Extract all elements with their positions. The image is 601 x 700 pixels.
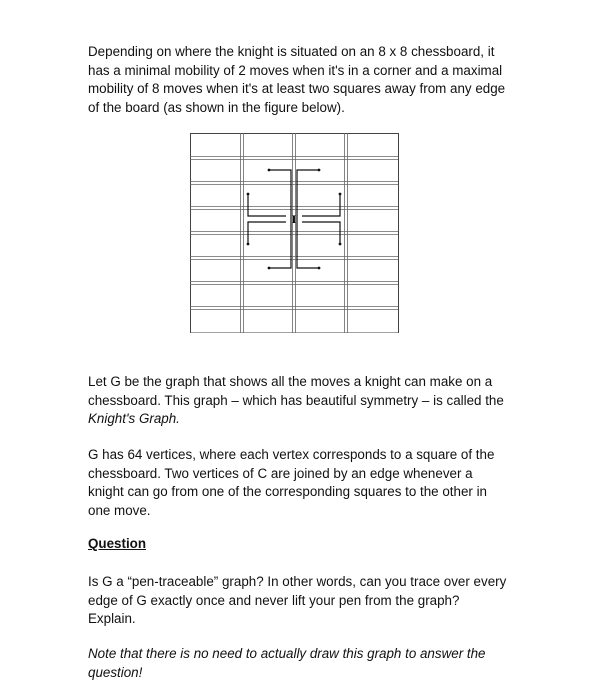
knight-move-path bbox=[297, 219, 319, 268]
intro-paragraph bbox=[88, 43, 516, 117]
knight-move-path bbox=[248, 222, 286, 244]
intro-line: Depending on where the knight is situated on an 8 x 8 chessboard, it bbox=[88, 44, 495, 59]
knight-move-path bbox=[269, 219, 291, 268]
knight-move-path bbox=[248, 194, 286, 216]
knight-moves-figure bbox=[190, 133, 399, 333]
move-endpoint bbox=[268, 267, 271, 270]
move-endpoint bbox=[268, 169, 271, 172]
knight-move-path bbox=[302, 194, 340, 216]
question-paragraph bbox=[88, 573, 516, 629]
note-line: Note that there is no need to actually draw this graph to answer the bbox=[88, 646, 486, 661]
chessboard-grid bbox=[190, 133, 399, 333]
move-endpoint bbox=[318, 267, 321, 270]
note-paragraph bbox=[88, 645, 516, 682]
move-endpoint bbox=[247, 243, 250, 246]
move-endpoint bbox=[339, 243, 342, 246]
question-line: Explain. bbox=[88, 611, 136, 626]
question-line: edge of G exactly once and never lift your pen from the graph? bbox=[88, 592, 460, 608]
move-endpoint bbox=[247, 193, 250, 196]
vertices-line: one move. bbox=[88, 502, 151, 518]
vertices-paragraph bbox=[88, 446, 516, 520]
note-line: question! bbox=[88, 664, 143, 680]
intro-line: mobility of 8 moves when it's at least two squares away from any edge bbox=[88, 81, 506, 96]
graph-def-line: chessboard. This graph – which has beautiful symmetry – is called the bbox=[88, 392, 504, 408]
graph-definition-paragraph bbox=[88, 373, 516, 429]
graph-def-line: Let G be the graph that shows all the moves a knight can make on a bbox=[88, 374, 493, 389]
intro-line: of the board (as shown in the figure below). bbox=[88, 99, 345, 115]
knight-move-path bbox=[297, 170, 319, 219]
move-endpoint bbox=[339, 193, 342, 196]
vertices-line: chessboard. Two vertices of C are joined by an edge whenever a bbox=[88, 465, 473, 481]
vertices-line: knight can go from one of the corresponding squares to the other in bbox=[88, 484, 487, 499]
knight-marker: I bbox=[291, 212, 297, 226]
question-heading: Question bbox=[88, 536, 147, 551]
knight-move-path bbox=[302, 222, 340, 244]
board-border bbox=[191, 134, 399, 334]
move-endpoint bbox=[318, 169, 321, 172]
knight-move-path bbox=[269, 170, 291, 219]
question-line: Is G a “pen-traceable” graph? In other words, can you trace over every bbox=[88, 574, 507, 589]
intro-line: has a minimal mobility of 2 moves when it's in a corner and a maximal bbox=[88, 62, 503, 78]
vertices-line: G has 64 vertices, where each vertex corresponds to a square of the bbox=[88, 447, 495, 462]
graph-name: Knight's Graph. bbox=[88, 411, 180, 426]
